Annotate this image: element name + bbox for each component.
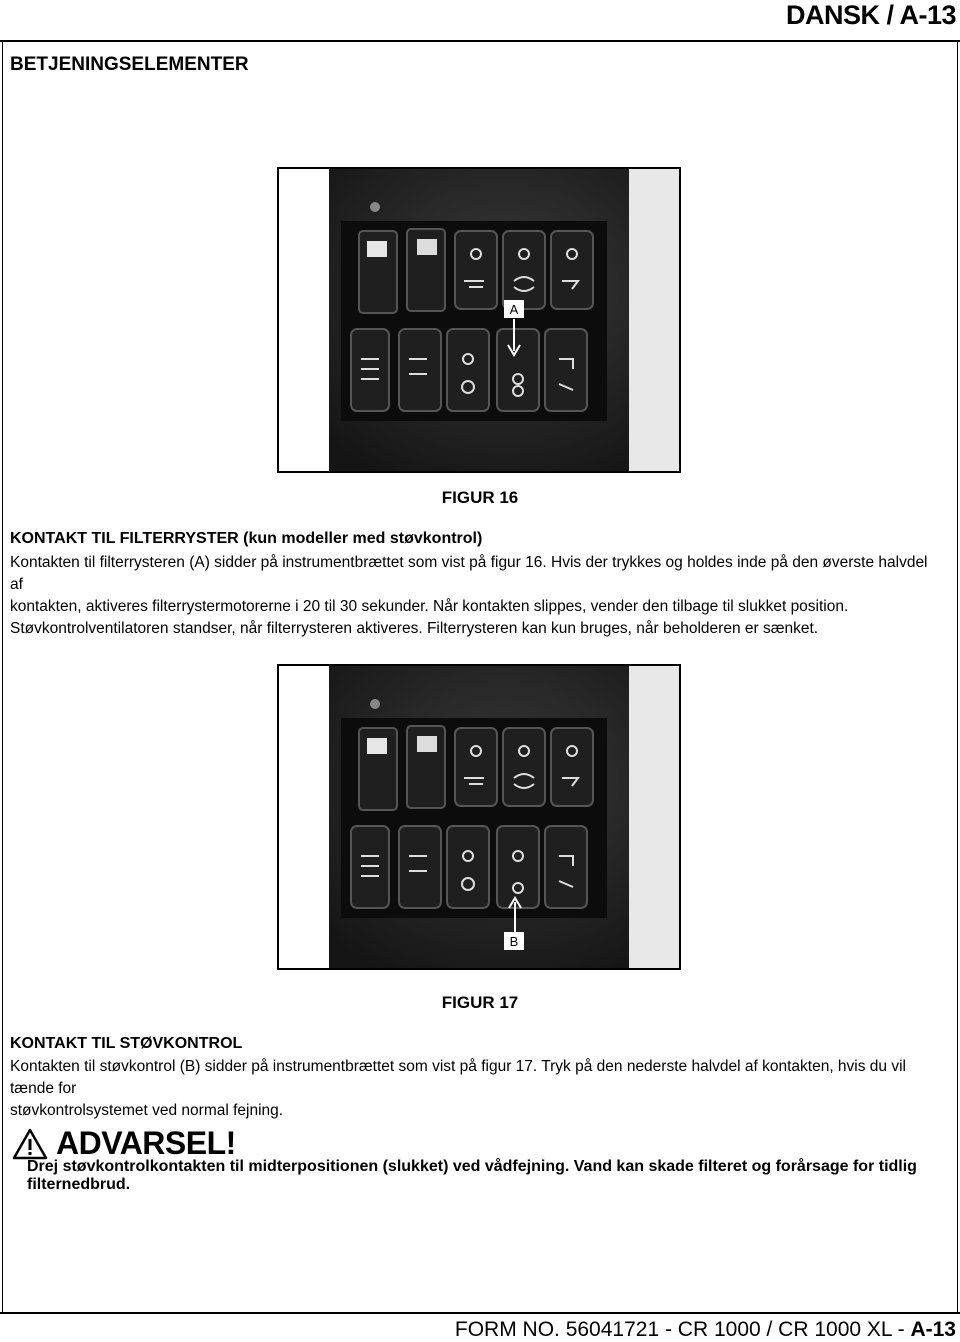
footer-rule [0,1312,960,1314]
text-line: Støvkontrolventilatoren standser, når filterrysteren aktiveres. Filterrysteren kan kun bruges, når beholderen er sænket. [10,620,819,637]
text-line: støvkontrolsystemet ved normal fejning. [10,1102,284,1119]
warning-title: ADVARSEL! [56,1125,236,1161]
text-line: kontakten, aktiveres filterrystermotorerne i 20 til 30 sekunder. Når kontakten slippes, vender den tilbage til slukket position. [10,598,849,615]
callout-label-b: B [509,934,519,949]
switch-panel-illustration [279,169,679,471]
filter-shaker-heading: KONTAKT TIL FILTERRYSTER (kun modeller med støvkontrol) [10,530,483,547]
dust-control-text [10,1056,940,1122]
dust-control-heading: KONTAKT TIL STØVKONTROL [10,1035,243,1052]
figure-16-caption: FIGUR 16 [441,488,519,507]
filter-shaker-text [10,552,940,640]
figure-17-photo [277,664,681,970]
text-line: Kontakten til støvkontrol (B) sidder på instrumentbrættet som vist på figur 17. Tryk på den nederste halvdel af kontakten, hvis du vil tænde for [10,1058,906,1097]
section-title: BETJENINGSELEMENTER [10,54,249,75]
warning-header [12,1125,236,1162]
callout-label-a: A [509,302,519,317]
text-line: Kontakten til filterrysteren (A) sidder på instrumentbrættet som vist på figur 16. Hvis der trykkes og holdes inde på den øverste halvdel af [10,554,928,593]
warning-triangle-icon [12,1128,48,1160]
footer-form-number: FORM NO. 56041721 - CR 1000 / CR 1000 XL - [454,1318,911,1341]
footer-page-number: A-13 [910,1318,956,1341]
switch-panel-illustration [279,666,679,968]
page-header-title: DANSK / A-13 [785,0,956,30]
page-footer [455,1318,956,1342]
figure-16-photo [277,167,681,473]
warning-text: Drej støvkontrolkontakten til midterpositionen (slukket) ved vådfejning. Vand kan skade filteret og forårsage for tidlig filternedbrud. [27,1158,917,1193]
figure-17-caption: FIGUR 17 [441,993,519,1012]
